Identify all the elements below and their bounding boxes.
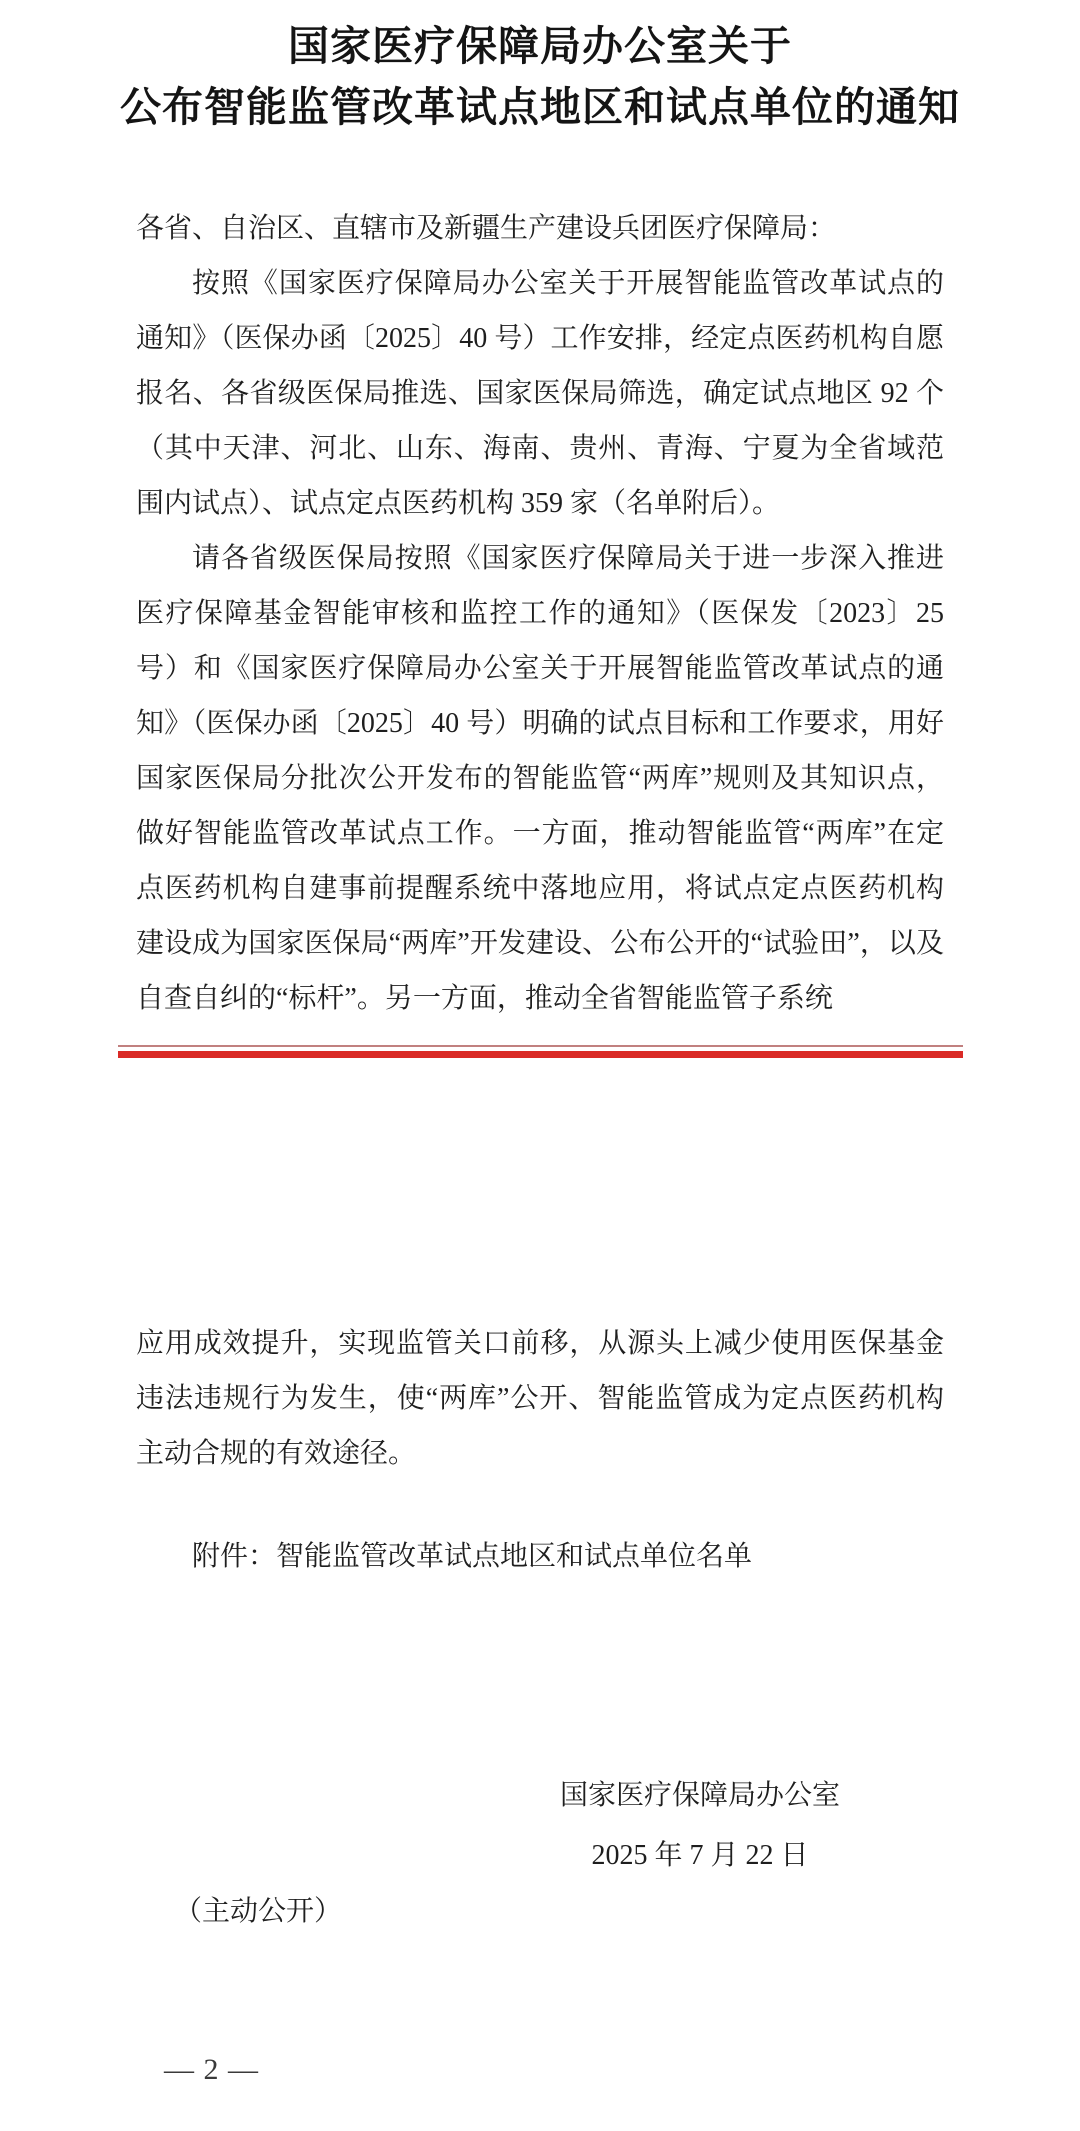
page1-body	[136, 201, 944, 1026]
salutation-line: 各省、自治区、直辖市及新疆生产建设兵团医疗保障局：	[136, 213, 837, 244]
paragraph-1: 按照《国家医疗保障局办公室关于开展智能监管改革试点的通知》（医保办函〔2025〕40 号）工作安排，经定点医药机构自愿报名、各省级医保局推选、国家医保局筛选，确定试点地区 92 个（其中天津、河北、山东、海南、贵州、青海、宁夏为全省域范围内试点）、试点定点医药机构 359 家（名单附后）。	[136, 268, 944, 519]
page-divider-thick-line	[118, 1051, 963, 1058]
page-number: — 2 —	[164, 2053, 259, 2086]
paragraph-2: 请各省级医保局按照《国家医疗保障局关于进一步深入推进医疗保障基金智能审核和监控工作的通知》（医保发〔2023〕25 号）和《国家医疗保障局办公室关于开展智能监管改革试点的通知》（医保办函〔2025〕40 号）明确的试点目标和工作要求，用好国家医保局分批次公开发布的智能监管“两库”规则及其知识点，做好智能监管改革试点工作。一方面，推动智能监管“两库”在定点医药机构自建事前提醒系统中落地应用，将试点定点医药机构建设成为国家医保局“两库”开发建设、公布公开的“试验田”，以及自查自纠的“标杆”。另一方面，推动全省智能监管子系统	[136, 543, 944, 1014]
attachment-line: 附件：智能监管改革试点地区和试点单位名单	[192, 1541, 753, 1572]
disclosure-note: （主动公开）	[174, 1896, 343, 1927]
issuing-office-name: 国家医疗保障局办公室	[560, 1780, 841, 1811]
page2-body	[136, 1316, 944, 1481]
page-divider-thin-line	[118, 1045, 963, 1047]
signature-block	[560, 1766, 840, 1886]
paragraph-2-continuation: 应用成效提升，实现监管关口前移，从源头上减少使用医保基金违法违规行为发生，使“两库”公开、智能监管成为定点医药机构主动合规的有效途径。	[136, 1328, 944, 1469]
document-title-line1: 国家医疗保障局办公室关于	[288, 23, 792, 69]
document-title	[0, 16, 1080, 138]
document-title-line2: 公布智能监管改革试点地区和试点单位的通知	[120, 84, 960, 130]
issue-date: 2025 年 7 月 22 日	[591, 1840, 809, 1871]
